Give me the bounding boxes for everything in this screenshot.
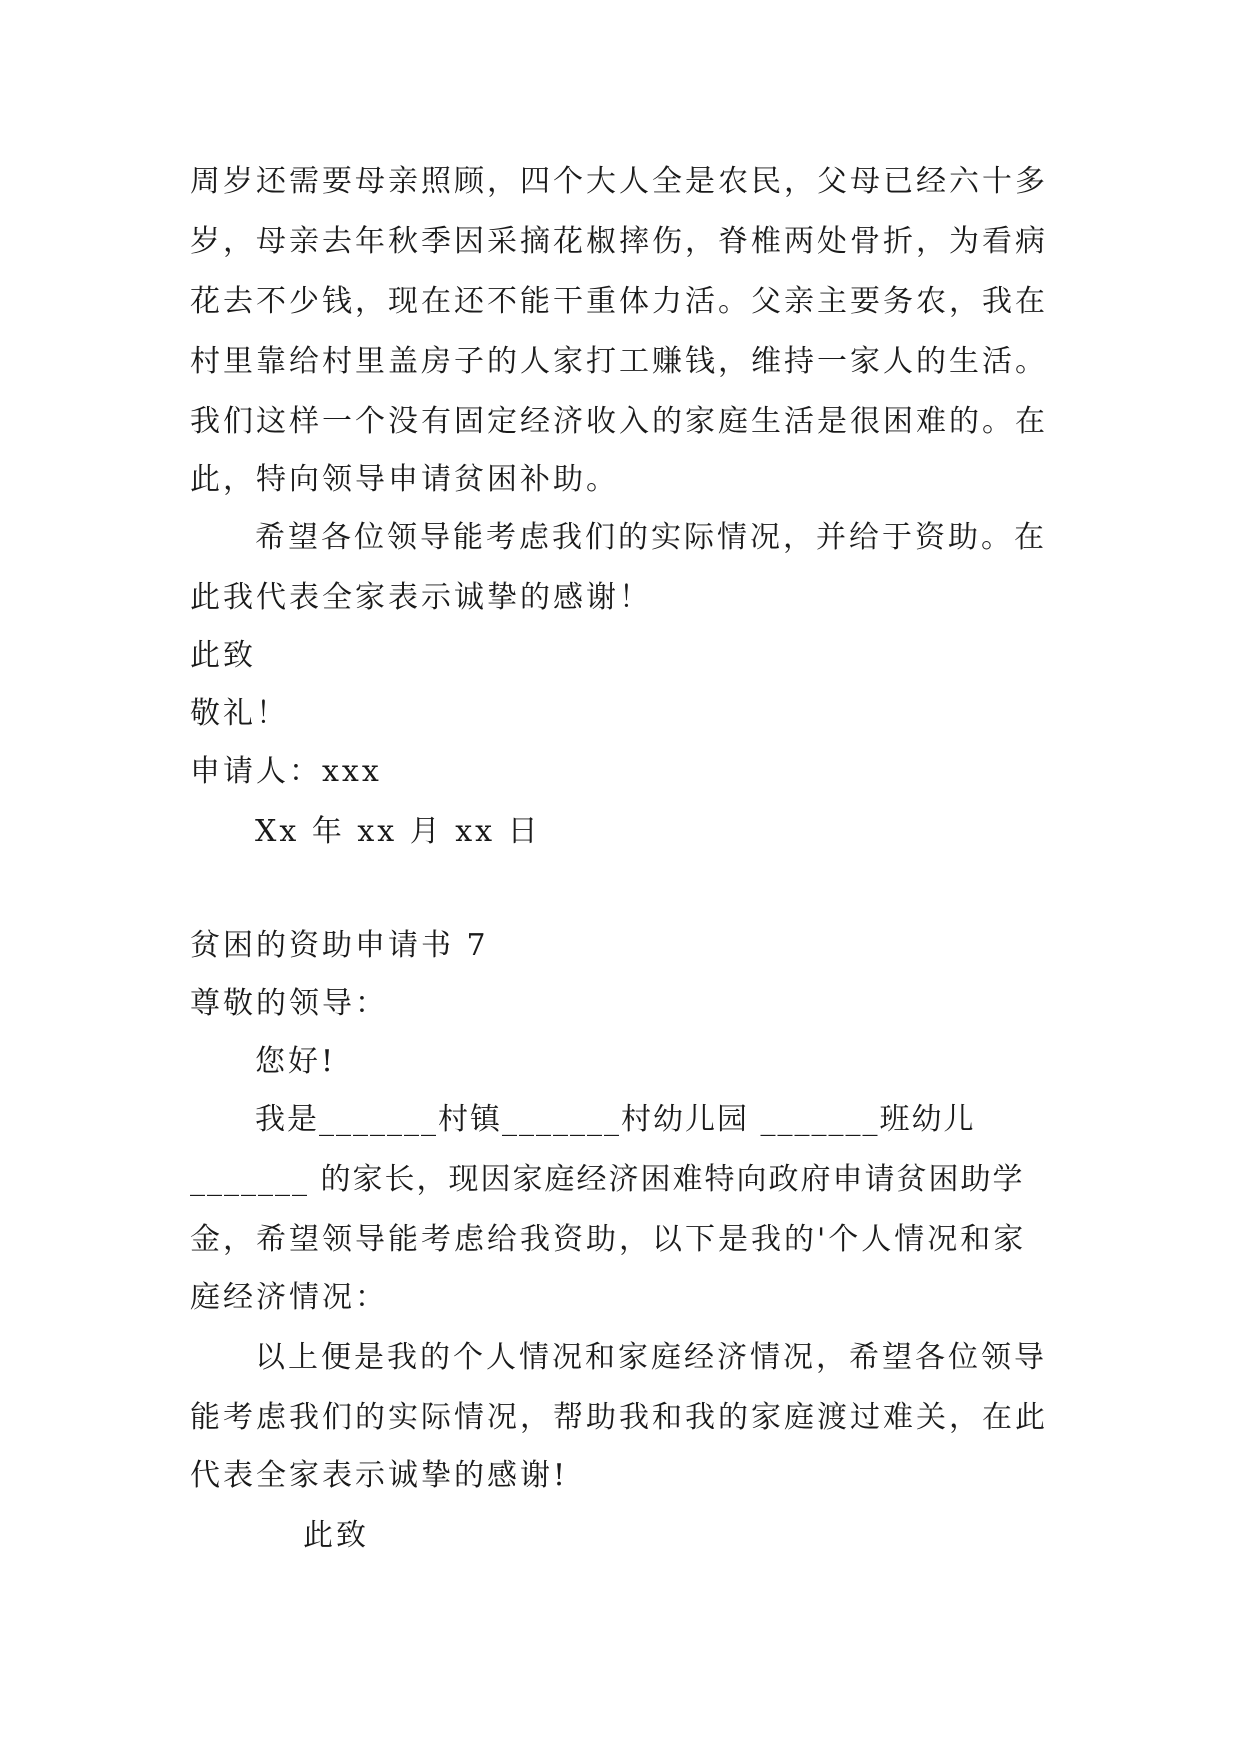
paragraph-line: 我是_______村镇_______村幼儿园 _______班幼儿 bbox=[255, 1102, 976, 1137]
paragraph-line: 以上便是我的个人情况和家庭经济情况，希望各位领导 bbox=[255, 1340, 1047, 1375]
paragraph-line: 代表全家表示诚挚的感谢! bbox=[190, 1458, 569, 1493]
closing-salutation: 此致 bbox=[303, 1518, 369, 1553]
paragraph-line: 花去不少钱，现在还不能干重体力活。父亲主要务农，我在 bbox=[190, 284, 1048, 319]
paragraph-line: 希望各位领导能考虑我们的实际情况，并给于资助。在 bbox=[255, 520, 1047, 555]
paragraph-line: 能考虑我们的实际情况，帮助我和我的家庭渡过难关，在此 bbox=[190, 1400, 1048, 1435]
paragraph-line: 岁，母亲去年秋季因采摘花椒摔伤，脊椎两处骨折，为看病 bbox=[190, 224, 1048, 259]
paragraph-line: 村里靠给村里盖房子的人家打工赚钱，维持一家人的生活。 bbox=[190, 344, 1048, 379]
section-title: 贫困的资助申请书 7 bbox=[190, 928, 489, 963]
closing-regards: 敬礼！ bbox=[190, 696, 289, 731]
paragraph-line: 我们这样一个没有固定经济收入的家庭生活是很困难的。在 bbox=[190, 404, 1048, 439]
greeting: 您好! bbox=[255, 1044, 337, 1079]
paragraph-line: _______ 的家长，现因家庭经济困难特向政府申请贫困助学 bbox=[190, 1162, 1025, 1197]
paragraph-line: 庭经济情况： bbox=[190, 1280, 388, 1315]
paragraph-line: 此我代表全家表示诚挚的感谢！ bbox=[190, 580, 652, 615]
closing-salutation: 此致 bbox=[190, 638, 256, 673]
paragraph-line: 周岁还需要母亲照顾，四个大人全是农民，父母已经六十多 bbox=[190, 164, 1048, 199]
applicant-line: 申请人：xxx bbox=[190, 754, 382, 789]
greeting-addressee: 尊敬的领导： bbox=[190, 986, 388, 1021]
paragraph-line: 此，特向领导申请贫困补助。 bbox=[190, 462, 619, 497]
date-line: Xx 年 xx 月 xx 日 bbox=[255, 814, 541, 849]
paragraph-line: 金，希望领导能考虑给我资助，以下是我的'个人情况和家 bbox=[190, 1222, 1027, 1257]
